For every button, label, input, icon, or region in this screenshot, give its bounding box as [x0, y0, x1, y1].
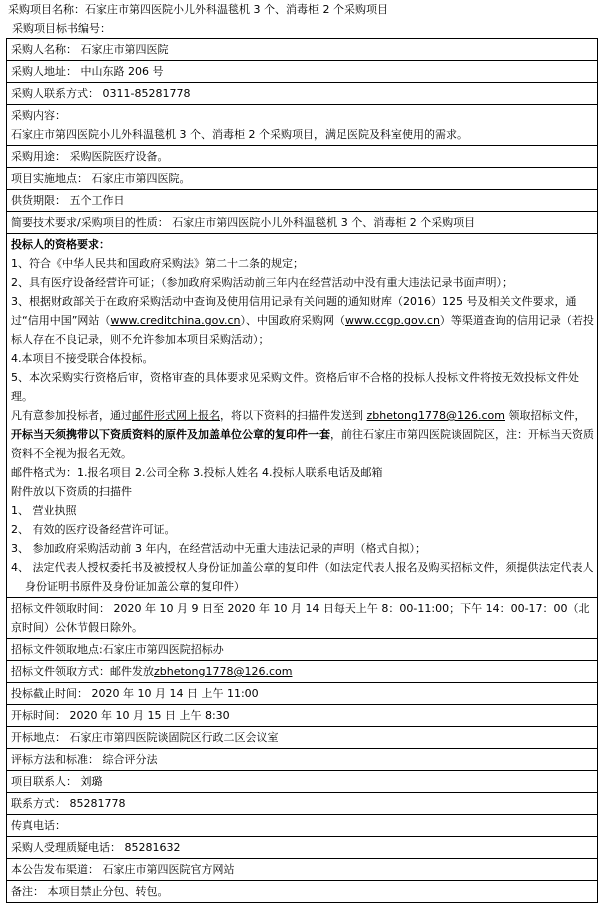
get-time-value: 2020 年 10 月 9 日至 2020 年 10 月 14 日每天上午 8：00-11:00；下午 14：00-17：00（北京时间）公休节假日除外。: [11, 602, 590, 634]
qualification-3c: ）等渠道查询的信用记录（若投标人存在不良记录，则不允许参加本项目采购活动）；: [11, 314, 594, 346]
evaluation-value: 综合评分法: [99, 753, 158, 766]
notice-table: [6, 38, 598, 903]
purchaser-address: 采购人地址： 中山东路 206 号: [7, 61, 598, 83]
qualification-3b: ）、中国政府采购网（: [240, 314, 345, 327]
get-time: [7, 598, 598, 639]
mail-format: 邮件格式为：1.报名项目 2.公司全称 3.投标人姓名 4.投标人联系电话及邮箱: [11, 466, 383, 479]
complaint-label: 采购人受理质疑电话：: [11, 841, 121, 854]
open-time-label: 开标时间：: [11, 709, 66, 722]
header: [8, 0, 598, 38]
purchaser-name: 采购人名称： 石家庄市第四医院: [7, 39, 598, 61]
open-place: [7, 727, 598, 749]
deadline: [7, 683, 598, 705]
deadline-label: 投标截止时间：: [11, 687, 88, 700]
deadline-value: 2020 年 10 月 14 日 上午 11:00: [88, 687, 259, 700]
purchaser-contact: 采购人联系方式： 0311-85281778: [7, 83, 598, 105]
purpose: 采购用途： 采购医院医疗设备。: [7, 146, 598, 168]
contact-phone: 联系方式： 85281778: [7, 793, 598, 815]
delivery: 供货期限： 五个工作日: [7, 190, 598, 212]
registration-b: ，将以下资料的扫描件发送到: [220, 409, 367, 422]
evaluation: [7, 749, 598, 771]
location: 项目实施地点： 石家庄市第四医院。: [7, 168, 598, 190]
registration-a: 凡有意参加投标者，通过: [11, 409, 132, 422]
project-name: 采购项目名称：石家庄市第四医院小儿外科温毯机 3 个、消毒柜 2 个采购项目: [8, 3, 388, 16]
content-body: 石家庄市第四医院小儿外科温毯机 3 个、消毒柜 2 个采购项目，满足医院及科室使用的需求。: [11, 128, 468, 141]
get-method: [7, 661, 598, 683]
qualification-cell: [7, 234, 598, 598]
open-place-value: 石家庄市第四医院谈固院区行政二区会议室: [66, 731, 279, 744]
registration-c: 领取招标文件，: [504, 409, 586, 422]
qualification-1: 1、符合《中华人民共和国政府采购法》第二十二条的规定；: [11, 257, 304, 270]
contact-person: 项目联系人： 刘璐: [7, 771, 598, 793]
online-registration-link[interactable]: 邮件形式网上报名: [132, 409, 220, 422]
open-time: [7, 705, 598, 727]
open-time-value: 2020 年 10 月 15 日 上午 8:30: [66, 709, 230, 722]
get-place-value: 石家庄市第四医院招标办: [102, 643, 224, 656]
content-cell: [7, 105, 598, 146]
get-method-value: 邮件发放: [110, 665, 154, 678]
attachment-1: 1、 营业执照: [11, 504, 77, 517]
attachment-2: 2、 有效的医疗设备经营许可证。: [11, 523, 176, 536]
channel-label: 本公告发布渠道：: [11, 863, 99, 876]
qualification-3a: 3、根据财政部关于在政府采购活动中查询及使用信用记录有关问题的通知财库（2016）125 号及相关文件要求，通过“信用中国”网站（: [11, 295, 577, 327]
get-place: [7, 639, 598, 661]
channel-value: 石家庄市第四医院官方网站: [99, 863, 235, 876]
registration-d: ，前往石家庄市第四医院谈固院区，注：开标当天资质资料不全视为报名无效。: [11, 428, 594, 460]
open-place-label: 开标地点：: [11, 731, 66, 744]
tender-number: 采购项目标书编号：: [12, 22, 111, 35]
content-title: 采购内容：: [11, 109, 66, 122]
ccgp-link[interactable]: www.ccgp.gov.cn: [345, 314, 440, 327]
registration-paragraph: [11, 406, 595, 463]
qualification-4: 4.本项目不接受联合体投标。: [11, 352, 154, 365]
qualification-5: 5、本次采购实行资格后审，资格审查的具体要求见采购文件。资格后审不合格的投标人投标文件将按无效投标文件处理。: [11, 371, 579, 403]
publish-channel: [7, 859, 598, 881]
attachment-4: 4、 法定代表人授权委托书及被授权人身份证加盖公章的复印件（如法定代表人报名及购买招标文件，须提供法定代表人身份证明书原件及身份证加盖公章的复印件）: [11, 561, 594, 593]
get-time-label: 招标文件领取时间：: [11, 602, 110, 615]
remark: 备注： 本项目禁止分包、转包。: [7, 881, 598, 903]
get-method-label: 招标文件领取方式：: [11, 665, 110, 678]
attachment-3: 3、 参加政府采购活动前 3 年内，在经营活动中无重大违法记录的声明（格式自拟）；: [11, 542, 426, 555]
get-place-label: 招标文件领取地点:: [11, 643, 103, 656]
registration-email-link[interactable]: zbhetong1778@126.com: [366, 409, 505, 422]
creditchina-link[interactable]: www.creditchina.gov.cn: [110, 314, 241, 327]
get-method-email-link[interactable]: zbhetong1778@126.com: [154, 665, 293, 678]
complaint-value: 85281632: [121, 841, 181, 854]
attachment-title: 附件放以下资质的扫描件: [11, 485, 132, 498]
tech-requirements: 简要技术要求/采购项目的性质： 石家庄市第四医院小儿外科温毯机 3 个、消毒柜 2 个采购项目: [7, 212, 598, 234]
evaluation-label: 评标方法和标准：: [11, 753, 99, 766]
qualification-2: 2、具有医疗设备经营许可证；（参加政府采购活动前三年内在经营活动中没有重大违法记录书面声明）；: [11, 276, 513, 289]
complaint-phone: [7, 837, 598, 859]
fax: 传真电话：: [7, 815, 598, 837]
registration-bold: 开标当天须携带以下资质资料的原件及加盖单位公章的复印件一套: [11, 428, 330, 441]
qualification-3: [11, 292, 595, 349]
qualification-title: 投标人的资格要求：: [11, 238, 110, 251]
